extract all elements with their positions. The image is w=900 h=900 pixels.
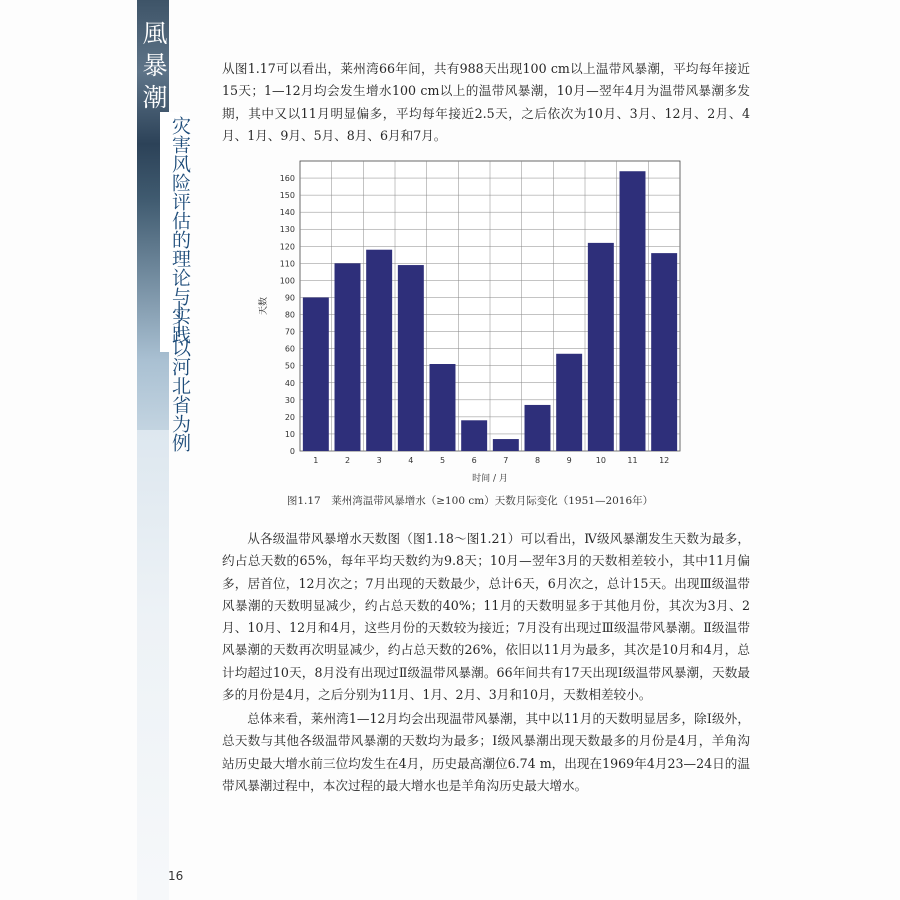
y-tick-label: 10 <box>284 429 295 439</box>
x-tick-label: 4 <box>408 456 414 465</box>
bar-month-3 <box>366 250 392 451</box>
x-tick-label: 1 <box>313 456 319 465</box>
bar-month-1 <box>303 297 329 451</box>
y-tick-label: 100 <box>279 276 295 286</box>
paragraph-1: 从图1.17可以看出，莱州湾66年间，共有988天出现100 cm以上温带风暴潮，平均每年接近15天；1—12月均会发生增水100 cm以上的温带风暴潮，10月—翌年4月为温带风暴潮多发期，其中又以11月明显偏多，平均每年接近2.5天，之后依次为10月、3月、12月、2月、4月、1月、9月、5月、8月、6月和7月。 <box>222 61 750 143</box>
y-tick-label: 150 <box>279 191 295 201</box>
y-tick-label: 90 <box>284 293 295 303</box>
y-tick-label: 50 <box>284 361 295 371</box>
x-tick-label: 2 <box>344 456 351 465</box>
x-tick-label: 3 <box>376 456 382 465</box>
y-tick-label: 70 <box>284 327 295 337</box>
y-tick-label: 110 <box>279 259 295 269</box>
y-tick-label: 60 <box>284 344 295 354</box>
vertical-book-title: 灾害风险评估的理论与实践 <box>160 112 190 352</box>
bar-month-4 <box>398 265 424 451</box>
x-tick-label: 11 <box>627 456 638 465</box>
x-tick-label: 6 <box>471 456 477 465</box>
x-tick-label: 5 <box>439 456 446 465</box>
x-tick-label: 10 <box>595 456 606 465</box>
bar-month-11 <box>620 171 646 451</box>
paragraph-3: 总体来看，莱州湾1—12月均会出现温带风暴潮，其中以11月的天数明显居多，除Ⅰ级外，总天数与其他各级温带风暴潮的天数均为最多；Ⅰ级风暴潮出现天数最多的月份是4月，羊角沟站历史最大增水前三位均发生在4月，历史最高潮位6.74 m，出现在1969年4月23—24日的温带风暴潮过程中，本次过程的最大增水也是羊角沟历史最大增水。 <box>222 711 750 793</box>
bar-month-8 <box>525 405 551 451</box>
bar-month-2 <box>335 263 361 451</box>
y-tick-label: 120 <box>279 242 295 252</box>
y-tick-label: 40 <box>284 378 295 388</box>
bar-chart <box>244 151 684 491</box>
bar-month-12 <box>651 253 677 451</box>
page-number: 16 <box>168 869 184 883</box>
y-axis-label: 天数 <box>259 296 269 316</box>
x-tick-label: 7 <box>503 456 509 465</box>
y-tick-label: 160 <box>279 174 295 184</box>
bar-month-5 <box>430 364 456 451</box>
y-tick-label: 0 <box>289 447 295 456</box>
y-tick-label: 30 <box>284 395 295 405</box>
bar-chart-svg <box>244 151 684 491</box>
bar-month-10 <box>588 243 614 451</box>
y-tick-label: 140 <box>279 208 295 218</box>
x-tick-label: 9 <box>566 456 572 465</box>
x-axis-label: 时间 / 月 <box>472 474 508 484</box>
sidebar-fade <box>137 430 169 900</box>
x-tick-label: 12 <box>659 456 670 465</box>
y-tick-label: 80 <box>284 310 295 320</box>
paragraph-2: 从各级温带风暴增水天数图（图1.18～图1.21）可以看出，Ⅳ级风暴潮发生天数为最多，约占总天数的65%，每年平均天数约为9.8天；10月—翌年3月的天数相差较小，其中11月偏多，居首位，12月次之；7月出现的天数最少，总计6天，6月次之，总计15天。出现Ⅲ级温带风暴潮的天数明显减少，约占总天数的40%；11月的天数明显多于其他月份，其次为3月、2月、10月、12月和4月，这些月份的天数较为接近；7月没有出现过Ⅲ级温带风暴潮。Ⅱ级温带风暴潮的天数再次明显减少，约占总天数的26%，依旧以11月为最多，其次是10月和4月，总计均超过10天，8月没有出现过Ⅱ级温带风暴潮。66年间共有17天出现Ⅰ级温带风暴潮，天数最多的月份是4月，之后分别为11月、1月、2月、3月和10月，天数相差较小。 <box>222 531 750 703</box>
y-tick-label: 20 <box>284 412 295 422</box>
vertical-book-subtitle: ——以河北省为例 <box>169 300 191 452</box>
bar-month-9 <box>556 354 582 451</box>
brush-calligraphy-title: 風暴潮 <box>142 19 168 112</box>
bar-month-6 <box>461 420 487 451</box>
bar-month-7 <box>493 439 519 451</box>
y-tick-label: 130 <box>279 225 295 235</box>
figure-caption: 图1.17 莱州湾温带风暴增水（≥100 cm）天数月际变化（1951—2016年） <box>286 495 654 507</box>
x-tick-label: 8 <box>534 456 541 465</box>
